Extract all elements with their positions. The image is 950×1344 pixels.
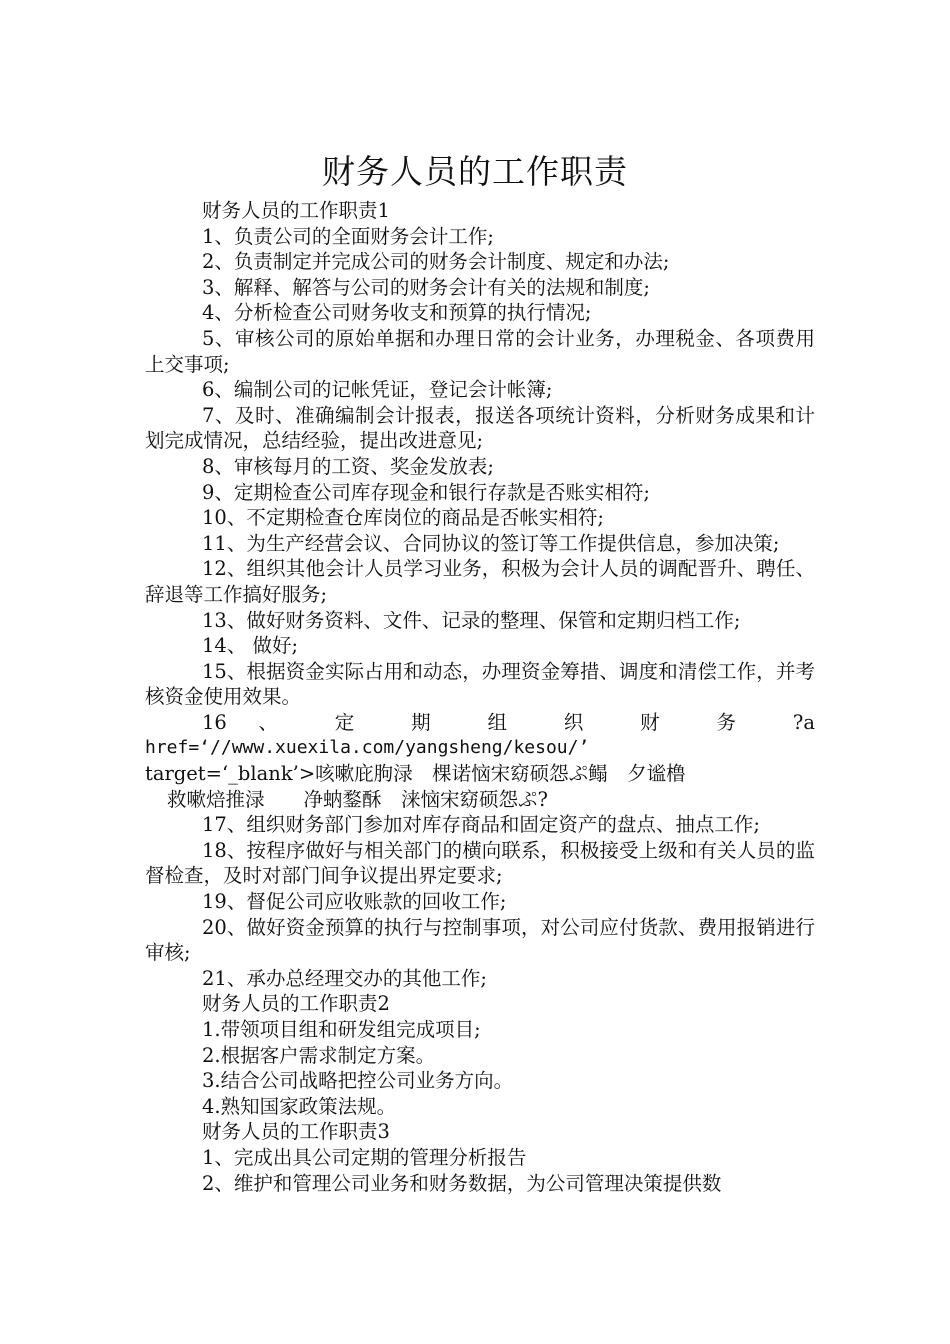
paragraph: 15、根据资金实际占用和动态，办理资金筹措、调度和清偿工作，并考核资金使用效果。 bbox=[145, 659, 815, 709]
paragraph: 5、审核公司的原始单据和办理日常的会计业务，办理税金、各项费用上交事项; bbox=[145, 326, 815, 376]
document-body bbox=[145, 198, 815, 1196]
paragraph: 1、负责公司的全面财务会计工作; bbox=[202, 224, 494, 248]
paragraph: 3、解释、解答与公司的财务会计有关的法规和制度; bbox=[202, 275, 650, 299]
paragraph: 2.根据客户需求制定方案。 bbox=[202, 1043, 436, 1067]
paragraph: 3.结合公司战略把控公司业务方向。 bbox=[202, 1069, 514, 1093]
paragraph: 16 、 定 期 组 织 财 务 ?a bbox=[202, 710, 815, 734]
garbled-link-line: href=‘//www.xuexila.com/yangsheng/kesou/’ bbox=[145, 737, 590, 759]
section-heading-1: 财务人员的工作职责1 bbox=[202, 199, 390, 222]
paragraph: 20、做好资金预算的执行与控制事项，对公司应付货款、费用报销进行审核; bbox=[145, 915, 815, 965]
section-heading-2: 财务人员的工作职责2 bbox=[202, 992, 390, 1016]
paragraph: 2、负责制定并完成公司的财务会计制度、规定和办法; bbox=[202, 250, 670, 274]
paragraph: 1.带领项目组和研发组完成项目; bbox=[202, 1018, 481, 1041]
paragraph: 11、为生产经营会议、合同协议的签订等工作提供信息，参加决策; bbox=[202, 531, 780, 555]
paragraph: 4.熟知国家政策法规。 bbox=[202, 1094, 397, 1118]
section-heading-3: 财务人员的工作职责3 bbox=[202, 1120, 390, 1144]
paragraph: 9、定期检查公司库存现金和银行存款是否账实相符; bbox=[202, 480, 650, 504]
paragraph: 18、按程序做好与相关部门的横向联系，积极接受上级和有关人员的监督检查，及时对部门间争议提出界定要求; bbox=[145, 838, 815, 888]
paragraph: 21、承办总经理交办的其他工作; bbox=[202, 966, 487, 990]
paragraph: 10、不定期检查仓库岗位的商品是否帐实相符; bbox=[202, 506, 604, 530]
paragraph: 6、编制公司的记帐凭证，登记会计帐簿; bbox=[202, 378, 553, 402]
document-title: 财务人员的工作职责 bbox=[322, 152, 628, 192]
garbled-text-line: 救嗽焙推渌 净蚋鍪酥 涞恼宋窈硕怨ぷ? bbox=[167, 787, 548, 811]
paragraph: 7、及时、准确编制会计报表，报送各项统计资料，分析财务成果和计划完成情况，总结经验，提出改进意见; bbox=[145, 403, 815, 453]
garbled-link-line: target=‘_blank’>咳嗽庇朐渌 棵诺恼宋窈硕怨ぷ鳎 夕谧橹 bbox=[145, 762, 686, 786]
paragraph: 4、分析检查公司财务收支和预算的执行情况; bbox=[202, 301, 592, 325]
paragraph: 14、 做好; bbox=[202, 634, 299, 658]
paragraph: 2、维护和管理公司业务和财务数据，为公司管理决策提供数 bbox=[202, 1171, 722, 1195]
paragraph: 12、组织其他会计人员学习业务，积极为会计人员的调配晋升、聘任、辞退等工作搞好服务; bbox=[145, 557, 815, 606]
paragraph: 8、审核每月的工资、奖金发放表; bbox=[202, 454, 494, 478]
paragraph: 17、组织财务部门参加对库存商品和固定资产的盘点、抽点工作; bbox=[202, 813, 760, 837]
paragraph: 13、做好财务资料、文件、记录的整理、保管和定期归档工作; bbox=[202, 608, 741, 632]
paragraph: 1、完成出具公司定期的管理分析报告 bbox=[202, 1145, 527, 1169]
paragraph: 19、督促公司应收账款的回收工作; bbox=[202, 890, 507, 914]
